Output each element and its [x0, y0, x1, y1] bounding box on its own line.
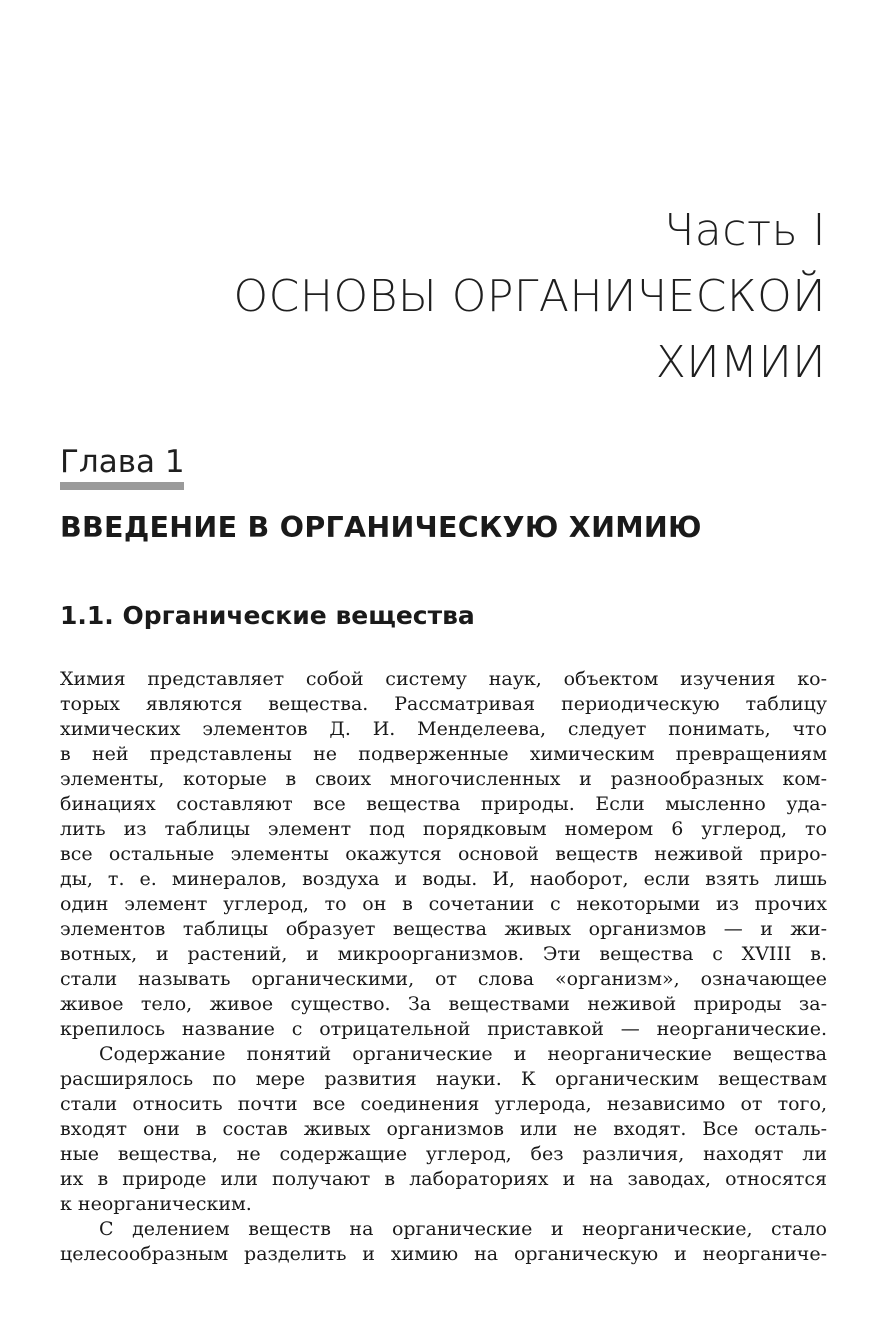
text-line: стали называть органическими, от слова «организм», означающее [60, 968, 827, 990]
text-line: живое тело, живое существо. За веществами неживой природы за- [60, 993, 827, 1015]
chapter-underline-rule [60, 482, 184, 490]
chapter-title: ВВЕДЕНИЕ В ОРГАНИЧЕСКУЮ ХИМИЮ [60, 511, 702, 544]
paragraph-1 [60, 667, 827, 1042]
text-line: Химия представляет собой систему наук, объектом изучения ко- [60, 668, 827, 690]
text-line: лить из таблицы элемент под порядковым номером 6 углерод, то [60, 818, 827, 840]
text-line: входят они в состав живых организмов или не входят. Все осталь- [60, 1118, 827, 1140]
text-line: в ней представлены не подверженные химическим превращениям [60, 743, 827, 765]
text-line: элементы, которые в своих многочисленных и разнообразных ком- [60, 768, 827, 790]
text-line: крепилось название с отрицательной приставкой — неорганические. [60, 1018, 827, 1040]
text-line: расширялось по мере развития науки. К органическим веществам [60, 1068, 827, 1090]
paragraph-2 [60, 1042, 827, 1217]
text-line: элементов таблицы образует вещества живых организмов — и жи- [60, 918, 827, 940]
body-text [60, 667, 827, 1267]
part-heading [234, 198, 826, 396]
text-line: все остальные элементы окажутся основой веществ неживой приро- [60, 843, 827, 865]
text-line: целесообразным разделить и химию на органическую и неорганиче- [60, 1243, 827, 1265]
text-line: ды, т. е. минералов, воздуха и воды. И, наоборот, если взять лишь [60, 868, 827, 890]
text-line: вотных, и растений, и микроорганизмов. Эти вещества с XVIII в. [60, 943, 827, 965]
text-line: их в природе или получают в лабораториях и на заводах, относятся [60, 1168, 827, 1190]
text-line: ные вещества, не содержащие углерод, без различия, находят ли [60, 1143, 827, 1165]
chapter-label: Глава 1 [60, 444, 185, 480]
paragraph-3 [60, 1217, 827, 1267]
text-line: Содержание понятий органические и неорганические вещества [99, 1043, 827, 1065]
part-title-line-2: ХИМИИ [655, 337, 826, 388]
text-line: С делением веществ на органические и неорганические, стало [99, 1218, 827, 1240]
section-title: 1.1. Органические вещества [60, 601, 475, 630]
text-line: к неорганическим. [60, 1193, 252, 1215]
part-label: Часть I [664, 205, 826, 256]
text-line: торых являются вещества. Рассматривая периодическую таблицу [60, 693, 827, 715]
text-line: бинациях составляют все вещества природы. Если мысленно уда- [60, 793, 827, 815]
text-line: один элемент углерод, то он в сочетании с некоторыми из прочих [60, 893, 827, 915]
text-line: химических элементов Д. И. Менделеева, следует понимать, что [60, 718, 827, 740]
part-title-line-1: ОСНОВЫ ОРГАНИЧЕСКОЙ [233, 271, 826, 322]
text-line: стали относить почти все соединения углерода, независимо от того, [60, 1093, 827, 1115]
